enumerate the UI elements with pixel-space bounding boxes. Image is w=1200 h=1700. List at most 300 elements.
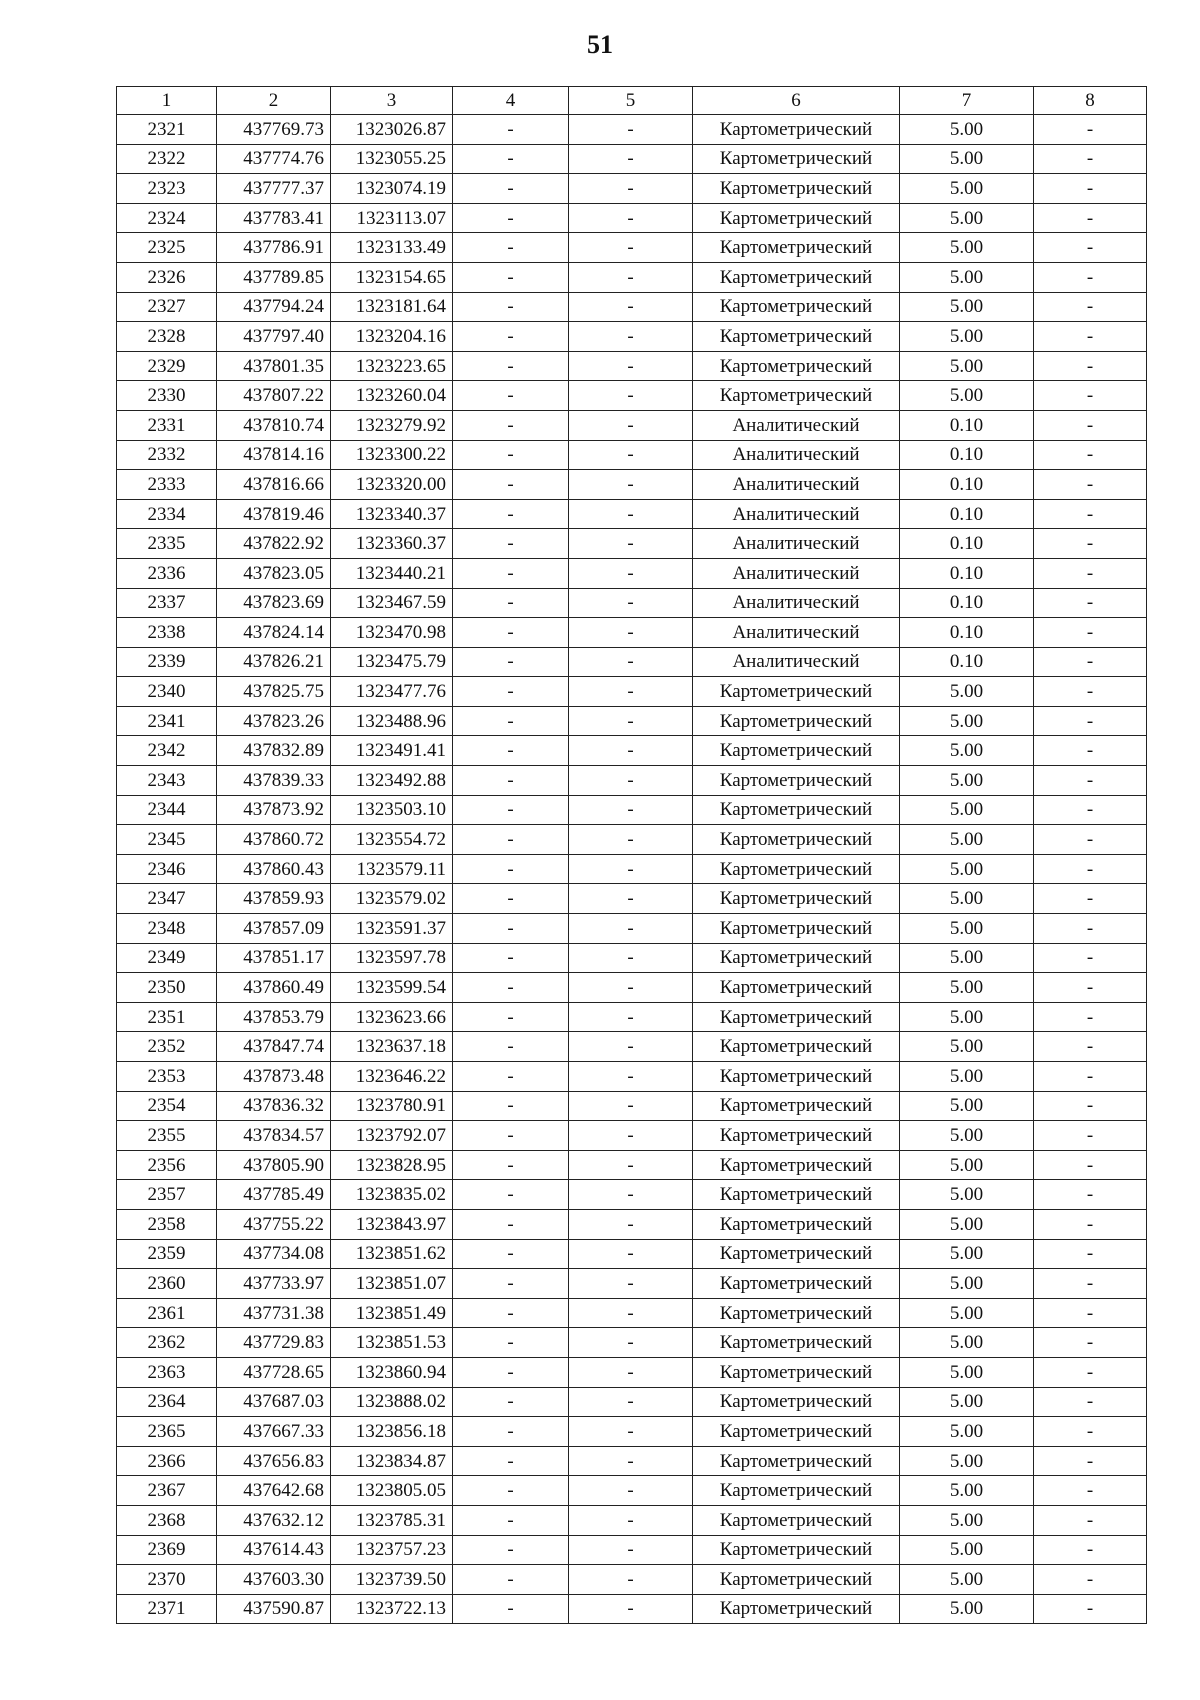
column-header: 5 bbox=[569, 87, 693, 115]
method-cell: Картометрический bbox=[693, 1594, 900, 1624]
col5-cell: - bbox=[569, 647, 693, 677]
x-coordinate-cell: 437860.43 bbox=[217, 854, 331, 884]
table-row bbox=[117, 1535, 1147, 1565]
x-coordinate-cell: 437733.97 bbox=[217, 1269, 331, 1299]
table-row bbox=[117, 973, 1147, 1003]
accuracy-cell: 5.00 bbox=[900, 1062, 1034, 1092]
accuracy-cell: 5.00 bbox=[900, 795, 1034, 825]
col4-cell: - bbox=[453, 558, 569, 588]
y-coordinate-cell: 1323340.37 bbox=[331, 499, 453, 529]
accuracy-cell: 5.00 bbox=[900, 144, 1034, 174]
col4-cell: - bbox=[453, 1476, 569, 1506]
col5-cell: - bbox=[569, 973, 693, 1003]
y-coordinate-cell: 1323440.21 bbox=[331, 558, 453, 588]
col4-cell: - bbox=[453, 292, 569, 322]
method-cell: Картометрический bbox=[693, 884, 900, 914]
table-row bbox=[117, 1002, 1147, 1032]
y-coordinate-cell: 1323739.50 bbox=[331, 1565, 453, 1595]
accuracy-cell: 5.00 bbox=[900, 854, 1034, 884]
x-coordinate-cell: 437853.79 bbox=[217, 1002, 331, 1032]
y-coordinate-cell: 1323579.11 bbox=[331, 854, 453, 884]
y-coordinate-cell: 1323860.94 bbox=[331, 1357, 453, 1387]
accuracy-cell: 5.00 bbox=[900, 1505, 1034, 1535]
x-coordinate-cell: 437823.05 bbox=[217, 558, 331, 588]
table-row bbox=[117, 1565, 1147, 1595]
table-row bbox=[117, 795, 1147, 825]
col4-cell: - bbox=[453, 1002, 569, 1032]
accuracy-cell: 5.00 bbox=[900, 914, 1034, 944]
col8-cell: - bbox=[1034, 1121, 1147, 1151]
point-number-cell: 2323 bbox=[117, 174, 217, 204]
accuracy-cell: 5.00 bbox=[900, 233, 1034, 263]
x-coordinate-cell: 437687.03 bbox=[217, 1387, 331, 1417]
col5-cell: - bbox=[569, 854, 693, 884]
y-coordinate-cell: 1323780.91 bbox=[331, 1091, 453, 1121]
table-row bbox=[117, 262, 1147, 292]
method-cell: Картометрический bbox=[693, 1002, 900, 1032]
table-row bbox=[117, 381, 1147, 411]
y-coordinate-cell: 1323074.19 bbox=[331, 174, 453, 204]
col4-cell: - bbox=[453, 766, 569, 796]
col4-cell: - bbox=[453, 1565, 569, 1595]
col4-cell: - bbox=[453, 677, 569, 707]
point-number-cell: 2351 bbox=[117, 1002, 217, 1032]
x-coordinate-cell: 437822.92 bbox=[217, 529, 331, 559]
col8-cell: - bbox=[1034, 1091, 1147, 1121]
col5-cell: - bbox=[569, 766, 693, 796]
col4-cell: - bbox=[453, 825, 569, 855]
method-cell: Картометрический bbox=[693, 1328, 900, 1358]
col5-cell: - bbox=[569, 1476, 693, 1506]
col8-cell: - bbox=[1034, 174, 1147, 204]
x-coordinate-cell: 437603.30 bbox=[217, 1565, 331, 1595]
accuracy-cell: 5.00 bbox=[900, 1239, 1034, 1269]
col8-cell: - bbox=[1034, 736, 1147, 766]
col4-cell: - bbox=[453, 203, 569, 233]
accuracy-cell: 5.00 bbox=[900, 1417, 1034, 1447]
col8-cell: - bbox=[1034, 588, 1147, 618]
method-cell: Картометрический bbox=[693, 736, 900, 766]
table-row bbox=[117, 914, 1147, 944]
x-coordinate-cell: 437797.40 bbox=[217, 322, 331, 352]
method-cell: Аналитический bbox=[693, 558, 900, 588]
col5-cell: - bbox=[569, 884, 693, 914]
col5-cell: - bbox=[569, 144, 693, 174]
table-row bbox=[117, 943, 1147, 973]
col4-cell: - bbox=[453, 115, 569, 145]
point-number-cell: 2345 bbox=[117, 825, 217, 855]
col5-cell: - bbox=[569, 1505, 693, 1535]
col5-cell: - bbox=[569, 233, 693, 263]
table-row bbox=[117, 1032, 1147, 1062]
col8-cell: - bbox=[1034, 973, 1147, 1003]
method-cell: Картометрический bbox=[693, 292, 900, 322]
col4-cell: - bbox=[453, 322, 569, 352]
y-coordinate-cell: 1323467.59 bbox=[331, 588, 453, 618]
y-coordinate-cell: 1323828.95 bbox=[331, 1150, 453, 1180]
table-row bbox=[117, 1594, 1147, 1624]
accuracy-cell: 0.10 bbox=[900, 410, 1034, 440]
col4-cell: - bbox=[453, 736, 569, 766]
table-row bbox=[117, 115, 1147, 145]
accuracy-cell: 5.00 bbox=[900, 1535, 1034, 1565]
accuracy-cell: 5.00 bbox=[900, 292, 1034, 322]
col4-cell: - bbox=[453, 529, 569, 559]
col5-cell: - bbox=[569, 1298, 693, 1328]
method-cell: Картометрический bbox=[693, 795, 900, 825]
point-number-cell: 2328 bbox=[117, 322, 217, 352]
col5-cell: - bbox=[569, 1091, 693, 1121]
x-coordinate-cell: 437873.92 bbox=[217, 795, 331, 825]
x-coordinate-cell: 437786.91 bbox=[217, 233, 331, 263]
point-number-cell: 2361 bbox=[117, 1298, 217, 1328]
y-coordinate-cell: 1323300.22 bbox=[331, 440, 453, 470]
table-row bbox=[117, 1062, 1147, 1092]
point-number-cell: 2370 bbox=[117, 1565, 217, 1595]
accuracy-cell: 0.10 bbox=[900, 499, 1034, 529]
col8-cell: - bbox=[1034, 1357, 1147, 1387]
point-number-cell: 2356 bbox=[117, 1150, 217, 1180]
point-number-cell: 2346 bbox=[117, 854, 217, 884]
x-coordinate-cell: 437860.49 bbox=[217, 973, 331, 1003]
method-cell: Картометрический bbox=[693, 1417, 900, 1447]
accuracy-cell: 5.00 bbox=[900, 1594, 1034, 1624]
point-number-cell: 2354 bbox=[117, 1091, 217, 1121]
col4-cell: - bbox=[453, 795, 569, 825]
x-coordinate-cell: 437832.89 bbox=[217, 736, 331, 766]
x-coordinate-cell: 437590.87 bbox=[217, 1594, 331, 1624]
table-row bbox=[117, 618, 1147, 648]
col8-cell: - bbox=[1034, 1476, 1147, 1506]
y-coordinate-cell: 1323026.87 bbox=[331, 115, 453, 145]
y-coordinate-cell: 1323851.62 bbox=[331, 1239, 453, 1269]
column-header: 2 bbox=[217, 87, 331, 115]
y-coordinate-cell: 1323492.88 bbox=[331, 766, 453, 796]
y-coordinate-cell: 1323360.37 bbox=[331, 529, 453, 559]
col4-cell: - bbox=[453, 233, 569, 263]
col4-cell: - bbox=[453, 588, 569, 618]
table-row bbox=[117, 1209, 1147, 1239]
col8-cell: - bbox=[1034, 1535, 1147, 1565]
method-cell: Аналитический bbox=[693, 618, 900, 648]
accuracy-cell: 5.00 bbox=[900, 1269, 1034, 1299]
point-number-cell: 2337 bbox=[117, 588, 217, 618]
method-cell: Картометрический bbox=[693, 262, 900, 292]
accuracy-cell: 5.00 bbox=[900, 736, 1034, 766]
method-cell: Аналитический bbox=[693, 440, 900, 470]
method-cell: Картометрический bbox=[693, 766, 900, 796]
accuracy-cell: 5.00 bbox=[900, 1357, 1034, 1387]
x-coordinate-cell: 437614.43 bbox=[217, 1535, 331, 1565]
accuracy-cell: 5.00 bbox=[900, 1180, 1034, 1210]
accuracy-cell: 5.00 bbox=[900, 381, 1034, 411]
col4-cell: - bbox=[453, 1535, 569, 1565]
col5-cell: - bbox=[569, 1387, 693, 1417]
col8-cell: - bbox=[1034, 203, 1147, 233]
table-row bbox=[117, 1476, 1147, 1506]
point-number-cell: 2369 bbox=[117, 1535, 217, 1565]
col4-cell: - bbox=[453, 854, 569, 884]
method-cell: Картометрический bbox=[693, 1505, 900, 1535]
accuracy-cell: 0.10 bbox=[900, 588, 1034, 618]
col5-cell: - bbox=[569, 1150, 693, 1180]
accuracy-cell: 5.00 bbox=[900, 1565, 1034, 1595]
col8-cell: - bbox=[1034, 706, 1147, 736]
method-cell: Картометрический bbox=[693, 1180, 900, 1210]
point-number-cell: 2355 bbox=[117, 1121, 217, 1151]
col5-cell: - bbox=[569, 1180, 693, 1210]
point-number-cell: 2347 bbox=[117, 884, 217, 914]
x-coordinate-cell: 437824.14 bbox=[217, 618, 331, 648]
col5-cell: - bbox=[569, 677, 693, 707]
y-coordinate-cell: 1323591.37 bbox=[331, 914, 453, 944]
accuracy-cell: 5.00 bbox=[900, 1091, 1034, 1121]
x-coordinate-cell: 437783.41 bbox=[217, 203, 331, 233]
method-cell: Картометрический bbox=[693, 1209, 900, 1239]
point-number-cell: 2371 bbox=[117, 1594, 217, 1624]
x-coordinate-cell: 437851.17 bbox=[217, 943, 331, 973]
point-number-cell: 2349 bbox=[117, 943, 217, 973]
table-row bbox=[117, 706, 1147, 736]
point-number-cell: 2344 bbox=[117, 795, 217, 825]
method-cell: Аналитический bbox=[693, 647, 900, 677]
x-coordinate-cell: 437810.74 bbox=[217, 410, 331, 440]
y-coordinate-cell: 1323320.00 bbox=[331, 470, 453, 500]
point-number-cell: 2335 bbox=[117, 529, 217, 559]
col8-cell: - bbox=[1034, 292, 1147, 322]
accuracy-cell: 5.00 bbox=[900, 1387, 1034, 1417]
col4-cell: - bbox=[453, 1032, 569, 1062]
col4-cell: - bbox=[453, 1121, 569, 1151]
x-coordinate-cell: 437777.37 bbox=[217, 174, 331, 204]
point-number-cell: 2357 bbox=[117, 1180, 217, 1210]
y-coordinate-cell: 1323792.07 bbox=[331, 1121, 453, 1151]
table-row bbox=[117, 292, 1147, 322]
point-number-cell: 2348 bbox=[117, 914, 217, 944]
point-number-cell: 2331 bbox=[117, 410, 217, 440]
method-cell: Картометрический bbox=[693, 1269, 900, 1299]
col4-cell: - bbox=[453, 499, 569, 529]
y-coordinate-cell: 1323055.25 bbox=[331, 144, 453, 174]
method-cell: Картометрический bbox=[693, 1535, 900, 1565]
point-number-cell: 2352 bbox=[117, 1032, 217, 1062]
method-cell: Картометрический bbox=[693, 144, 900, 174]
col5-cell: - bbox=[569, 795, 693, 825]
col8-cell: - bbox=[1034, 115, 1147, 145]
y-coordinate-cell: 1323579.02 bbox=[331, 884, 453, 914]
method-cell: Картометрический bbox=[693, 1357, 900, 1387]
method-cell: Картометрический bbox=[693, 203, 900, 233]
point-number-cell: 2364 bbox=[117, 1387, 217, 1417]
col8-cell: - bbox=[1034, 1032, 1147, 1062]
x-coordinate-cell: 437789.85 bbox=[217, 262, 331, 292]
accuracy-cell: 0.10 bbox=[900, 440, 1034, 470]
x-coordinate-cell: 437805.90 bbox=[217, 1150, 331, 1180]
accuracy-cell: 5.00 bbox=[900, 1476, 1034, 1506]
point-number-cell: 2365 bbox=[117, 1417, 217, 1447]
x-coordinate-cell: 437823.69 bbox=[217, 588, 331, 618]
y-coordinate-cell: 1323475.79 bbox=[331, 647, 453, 677]
coordinates-table bbox=[116, 86, 1147, 1624]
col8-cell: - bbox=[1034, 1298, 1147, 1328]
col8-cell: - bbox=[1034, 1417, 1147, 1447]
col8-cell: - bbox=[1034, 233, 1147, 263]
accuracy-cell: 0.10 bbox=[900, 470, 1034, 500]
accuracy-cell: 5.00 bbox=[900, 1446, 1034, 1476]
x-coordinate-cell: 437816.66 bbox=[217, 470, 331, 500]
x-coordinate-cell: 437825.75 bbox=[217, 677, 331, 707]
method-cell: Картометрический bbox=[693, 1032, 900, 1062]
col4-cell: - bbox=[453, 262, 569, 292]
point-number-cell: 2358 bbox=[117, 1209, 217, 1239]
table-row bbox=[117, 1091, 1147, 1121]
x-coordinate-cell: 437826.21 bbox=[217, 647, 331, 677]
x-coordinate-cell: 437857.09 bbox=[217, 914, 331, 944]
y-coordinate-cell: 1323856.18 bbox=[331, 1417, 453, 1447]
y-coordinate-cell: 1323646.22 bbox=[331, 1062, 453, 1092]
x-coordinate-cell: 437729.83 bbox=[217, 1328, 331, 1358]
y-coordinate-cell: 1323477.76 bbox=[331, 677, 453, 707]
col4-cell: - bbox=[453, 1357, 569, 1387]
method-cell: Картометрический bbox=[693, 1565, 900, 1595]
accuracy-cell: 5.00 bbox=[900, 322, 1034, 352]
col5-cell: - bbox=[569, 174, 693, 204]
col5-cell: - bbox=[569, 706, 693, 736]
accuracy-cell: 5.00 bbox=[900, 1328, 1034, 1358]
col8-cell: - bbox=[1034, 647, 1147, 677]
col4-cell: - bbox=[453, 1150, 569, 1180]
col8-cell: - bbox=[1034, 1446, 1147, 1476]
method-cell: Картометрический bbox=[693, 1476, 900, 1506]
point-number-cell: 2363 bbox=[117, 1357, 217, 1387]
point-number-cell: 2350 bbox=[117, 973, 217, 1003]
table-row bbox=[117, 1357, 1147, 1387]
table-row bbox=[117, 647, 1147, 677]
point-number-cell: 2340 bbox=[117, 677, 217, 707]
x-coordinate-cell: 437819.46 bbox=[217, 499, 331, 529]
method-cell: Аналитический bbox=[693, 499, 900, 529]
table-row bbox=[117, 322, 1147, 352]
col8-cell: - bbox=[1034, 1328, 1147, 1358]
accuracy-cell: 5.00 bbox=[900, 706, 1034, 736]
col8-cell: - bbox=[1034, 618, 1147, 648]
col5-cell: - bbox=[569, 1209, 693, 1239]
col8-cell: - bbox=[1034, 1150, 1147, 1180]
column-header: 7 bbox=[900, 87, 1034, 115]
col4-cell: - bbox=[453, 1387, 569, 1417]
col5-cell: - bbox=[569, 1239, 693, 1269]
col5-cell: - bbox=[569, 292, 693, 322]
accuracy-cell: 5.00 bbox=[900, 943, 1034, 973]
method-cell: Картометрический bbox=[693, 1387, 900, 1417]
x-coordinate-cell: 437785.49 bbox=[217, 1180, 331, 1210]
x-coordinate-cell: 437801.35 bbox=[217, 351, 331, 381]
y-coordinate-cell: 1323113.07 bbox=[331, 203, 453, 233]
col5-cell: - bbox=[569, 1269, 693, 1299]
col5-cell: - bbox=[569, 1565, 693, 1595]
x-coordinate-cell: 437839.33 bbox=[217, 766, 331, 796]
col8-cell: - bbox=[1034, 854, 1147, 884]
col8-cell: - bbox=[1034, 1387, 1147, 1417]
col5-cell: - bbox=[569, 381, 693, 411]
table-row bbox=[117, 1328, 1147, 1358]
col4-cell: - bbox=[453, 1594, 569, 1624]
table-row bbox=[117, 1505, 1147, 1535]
table-row bbox=[117, 410, 1147, 440]
accuracy-cell: 5.00 bbox=[900, 174, 1034, 204]
col5-cell: - bbox=[569, 1446, 693, 1476]
table-row bbox=[117, 1417, 1147, 1447]
col5-cell: - bbox=[569, 470, 693, 500]
point-number-cell: 2366 bbox=[117, 1446, 217, 1476]
col4-cell: - bbox=[453, 618, 569, 648]
point-number-cell: 2325 bbox=[117, 233, 217, 263]
y-coordinate-cell: 1323722.13 bbox=[331, 1594, 453, 1624]
col5-cell: - bbox=[569, 351, 693, 381]
col5-cell: - bbox=[569, 943, 693, 973]
col8-cell: - bbox=[1034, 677, 1147, 707]
table-row bbox=[117, 558, 1147, 588]
accuracy-cell: 5.00 bbox=[900, 262, 1034, 292]
y-coordinate-cell: 1323851.49 bbox=[331, 1298, 453, 1328]
col4-cell: - bbox=[453, 1180, 569, 1210]
x-coordinate-cell: 437656.83 bbox=[217, 1446, 331, 1476]
col8-cell: - bbox=[1034, 381, 1147, 411]
col5-cell: - bbox=[569, 588, 693, 618]
accuracy-cell: 0.10 bbox=[900, 558, 1034, 588]
col4-cell: - bbox=[453, 410, 569, 440]
col5-cell: - bbox=[569, 529, 693, 559]
point-number-cell: 2329 bbox=[117, 351, 217, 381]
y-coordinate-cell: 1323851.53 bbox=[331, 1328, 453, 1358]
point-number-cell: 2341 bbox=[117, 706, 217, 736]
col8-cell: - bbox=[1034, 262, 1147, 292]
x-coordinate-cell: 437731.38 bbox=[217, 1298, 331, 1328]
col5-cell: - bbox=[569, 618, 693, 648]
col8-cell: - bbox=[1034, 1565, 1147, 1595]
y-coordinate-cell: 1323154.65 bbox=[331, 262, 453, 292]
col4-cell: - bbox=[453, 1505, 569, 1535]
method-cell: Картометрический bbox=[693, 914, 900, 944]
col4-cell: - bbox=[453, 1239, 569, 1269]
accuracy-cell: 5.00 bbox=[900, 1298, 1034, 1328]
col4-cell: - bbox=[453, 1446, 569, 1476]
table-row bbox=[117, 144, 1147, 174]
col5-cell: - bbox=[569, 914, 693, 944]
y-coordinate-cell: 1323260.04 bbox=[331, 381, 453, 411]
method-cell: Картометрический bbox=[693, 351, 900, 381]
y-coordinate-cell: 1323834.87 bbox=[331, 1446, 453, 1476]
table-row bbox=[117, 1121, 1147, 1151]
table-row bbox=[117, 1239, 1147, 1269]
point-number-cell: 2338 bbox=[117, 618, 217, 648]
col4-cell: - bbox=[453, 1269, 569, 1299]
table-row bbox=[117, 203, 1147, 233]
col8-cell: - bbox=[1034, 1062, 1147, 1092]
method-cell: Аналитический bbox=[693, 588, 900, 618]
x-coordinate-cell: 437823.26 bbox=[217, 706, 331, 736]
method-cell: Картометрический bbox=[693, 943, 900, 973]
point-number-cell: 2360 bbox=[117, 1269, 217, 1299]
col4-cell: - bbox=[453, 1417, 569, 1447]
col8-cell: - bbox=[1034, 1269, 1147, 1299]
col4-cell: - bbox=[453, 470, 569, 500]
col8-cell: - bbox=[1034, 351, 1147, 381]
point-number-cell: 2324 bbox=[117, 203, 217, 233]
table-row bbox=[117, 233, 1147, 263]
x-coordinate-cell: 437769.73 bbox=[217, 115, 331, 145]
col5-cell: - bbox=[569, 115, 693, 145]
